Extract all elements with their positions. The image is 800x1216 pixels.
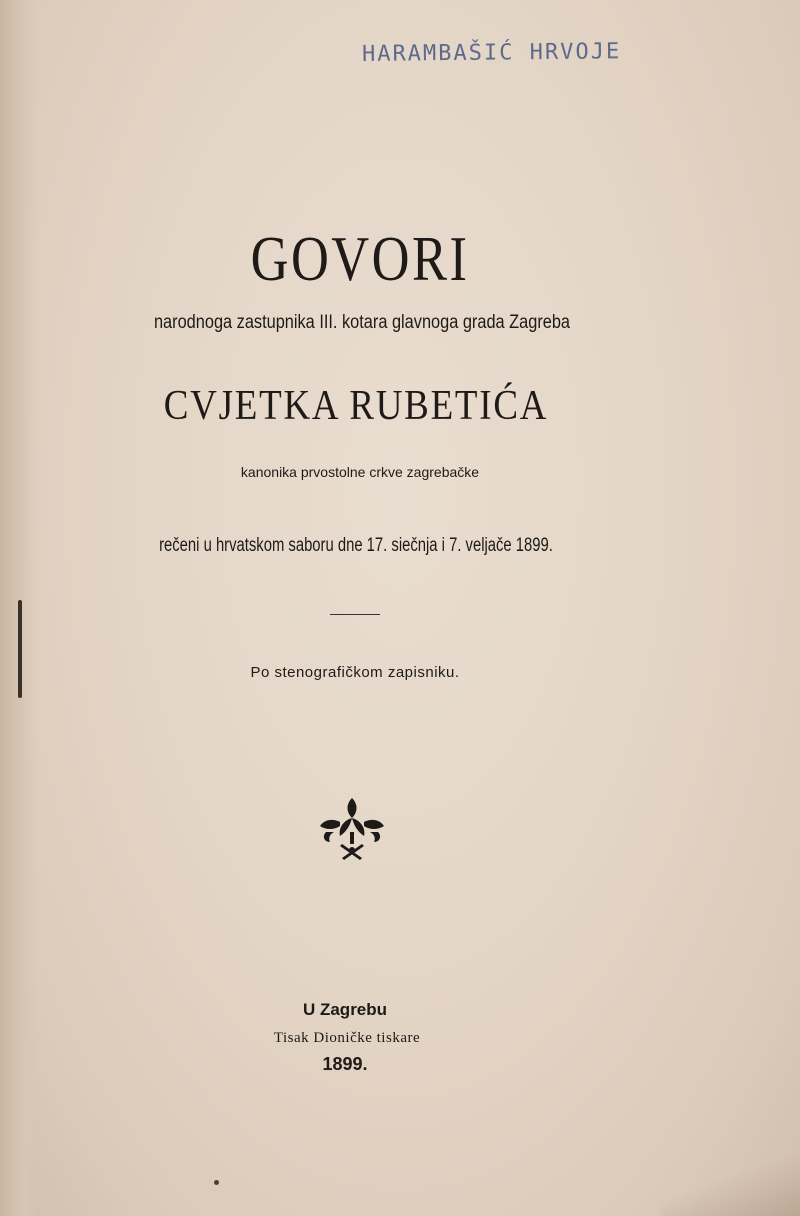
paper-speck <box>214 1180 219 1185</box>
author-name: CVJETKA RUBETIĆA <box>163 383 549 429</box>
imprint-printer: Tisak Dioničke tiskare <box>273 1030 421 1046</box>
author-role: kanonika prvostolne crkve zagrebačke <box>240 464 480 480</box>
occasion-line: rečeni u hrvatskom saboru dne 17. siečnja i 7. veljače 1899. <box>159 535 553 556</box>
imprint-place: U Zagrebu <box>302 1000 388 1019</box>
page-title: GOVORI <box>250 223 470 294</box>
owner-stamp: HARAMBAŠIĆ HRVOJE <box>361 39 622 67</box>
fleuron-ornament-icon <box>316 792 388 864</box>
imprint-year: 1899. <box>322 1054 368 1074</box>
subtitle: narodnoga zastupnika III. kotara glavnoga grada Zagreba <box>153 312 571 333</box>
divider <box>330 614 380 615</box>
binding-mark <box>18 600 22 698</box>
source-note: Po stenografičkom zapisniku. <box>250 664 460 681</box>
corner-wear <box>660 1156 800 1216</box>
